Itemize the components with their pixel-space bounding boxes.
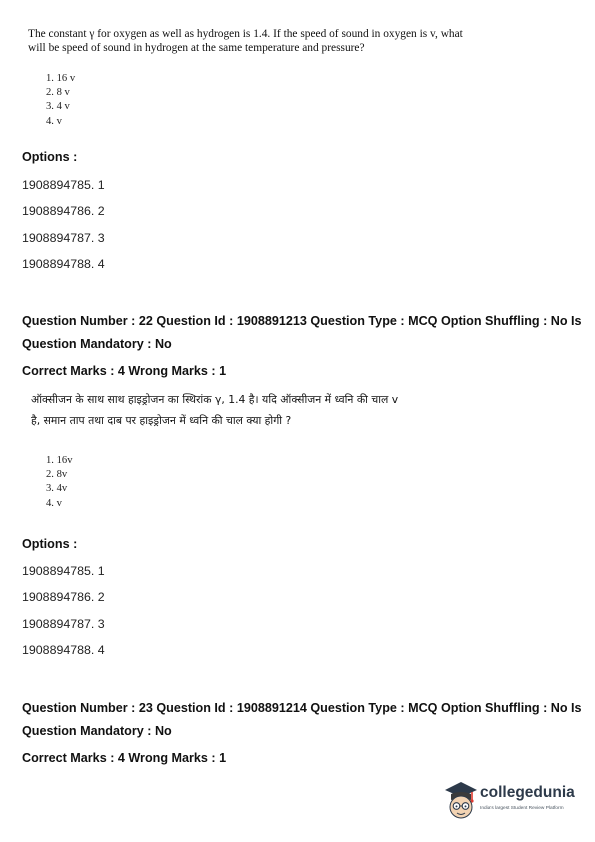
question-22-options-label: Options :: [22, 537, 78, 551]
question-21-options-label: Options :: [22, 150, 78, 164]
choice-item: 4. v: [46, 497, 62, 509]
question-23-header: Question Number : 23 Question Id : 1908891214 Question Type : MCQ Option Shuffling : No Is: [22, 701, 582, 715]
option-id: 1908894787. 3: [22, 231, 105, 245]
choice-item: 3. 4 v: [46, 101, 70, 113]
choice-item: 1. 16 v: [46, 73, 76, 84]
question-21-choices: [46, 72, 75, 129]
question-21-text: [28, 27, 463, 55]
question-22-hindi-line1: ऑक्सीजन के साथ साथ हाइड्रोजन का स्थिरांक γ, 1.4 है। यदि ऑक्सीजन में ध्वनि की चाल v: [31, 393, 399, 406]
choice-item: 2. 8v: [46, 469, 68, 481]
question-23-mandatory: Question Mandatory : No: [22, 724, 172, 738]
choice-item: 2. 8 v: [46, 87, 70, 99]
option-id: 1908894786. 2: [22, 590, 105, 604]
question-22-hindi-line2: है, समान ताप तथा दाब पर हाइड्रोजन में ध्वनि की चाल क्या होगी ?: [31, 414, 292, 427]
question-22-marks: Correct Marks : 4 Wrong Marks : 1: [22, 364, 227, 378]
option-id: 1908894787. 3: [22, 617, 105, 631]
option-id: 1908894788. 4: [22, 257, 105, 271]
question-21-text-line1: The constant γ for oxygen as well as hydrogen is 1.4. If the speed of sound in oxygen is v, what: [28, 28, 463, 40]
option-id: 1908894785. 1: [22, 564, 105, 578]
question-22-header: Question Number : 22 Question Id : 1908891213 Question Type : MCQ Option Shuffling : No Is: [22, 314, 582, 328]
question-22-hindi-text: [31, 389, 398, 431]
collegedunia-logo: [442, 776, 592, 826]
question-22-mandatory: Question Mandatory : No: [22, 337, 172, 351]
option-id: 1908894785. 1: [22, 178, 105, 192]
question-22-choices: [46, 454, 72, 511]
choice-item: 1. 16v: [46, 455, 73, 466]
question-23-marks: Correct Marks : 4 Wrong Marks : 1: [22, 751, 227, 765]
choice-item: 4. v: [46, 115, 62, 127]
question-21-text-line2: will be speed of sound in hydrogen at the same temperature and pressure?: [28, 42, 365, 54]
student-mascot-icon: [442, 778, 480, 824]
choice-item: 3. 4v: [46, 483, 68, 495]
option-id: 1908894786. 2: [22, 204, 105, 218]
logo-tagline: India's largest Student Review Platform: [480, 806, 564, 811]
option-id: 1908894788. 4: [22, 643, 105, 657]
logo-wordmark: collegedunia: [480, 784, 575, 801]
